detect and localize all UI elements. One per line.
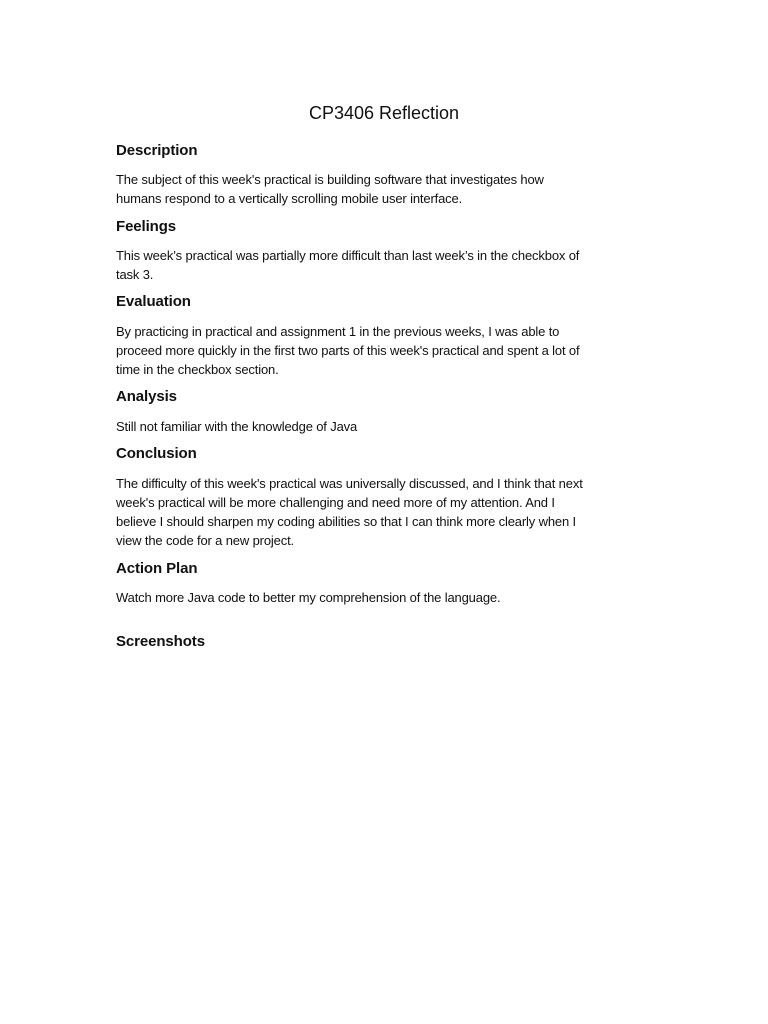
section-heading-description: Description	[116, 142, 198, 159]
section-body-evaluation	[116, 322, 656, 379]
body-line: proceed more quickly in the first two parts of this week's practical and spent a lot of	[116, 343, 580, 358]
body-line: Watch more Java code to better my comprehension of the language.	[116, 590, 501, 605]
section-heading-evaluation: Evaluation	[116, 293, 191, 310]
body-line: view the code for a new project.	[116, 533, 295, 548]
body-line: time in the checkbox section.	[116, 362, 279, 377]
body-line: believe I should sharpen my coding abilities so that I can think more clearly when I	[116, 514, 576, 529]
section-heading-action-plan: Action Plan	[116, 560, 198, 577]
body-line: By practicing in practical and assignment 1 in the previous weeks, I was able to	[116, 324, 560, 339]
body-line: week's practical will be more challenging and need more of my attention. And I	[116, 495, 555, 510]
section-body-conclusion	[116, 474, 656, 550]
body-line: humans respond to a vertically scrolling mobile user interface.	[116, 191, 463, 206]
section-body-feelings	[116, 246, 656, 284]
section-heading-conclusion: Conclusion	[116, 445, 197, 462]
document-title: CP3406 Reflection	[308, 103, 460, 123]
section-body-analysis	[116, 417, 656, 436]
section-heading-feelings: Feelings	[116, 218, 177, 235]
section-body-description	[116, 170, 656, 208]
body-line: Still not familiar with the knowledge of Java	[116, 419, 358, 434]
section-heading-analysis: Analysis	[116, 388, 177, 405]
section-heading-screenshots: Screenshots	[116, 633, 205, 650]
body-line: The difficulty of this week's practical was universally discussed, and I think that next	[116, 476, 583, 491]
body-line: This week’s practical was partially more difficult than last week’s in the checkbox of	[116, 248, 580, 263]
body-line: task 3.	[116, 267, 154, 282]
section-body-action-plan	[116, 588, 656, 607]
body-line: The subject of this week's practical is building software that investigates how	[116, 172, 544, 187]
